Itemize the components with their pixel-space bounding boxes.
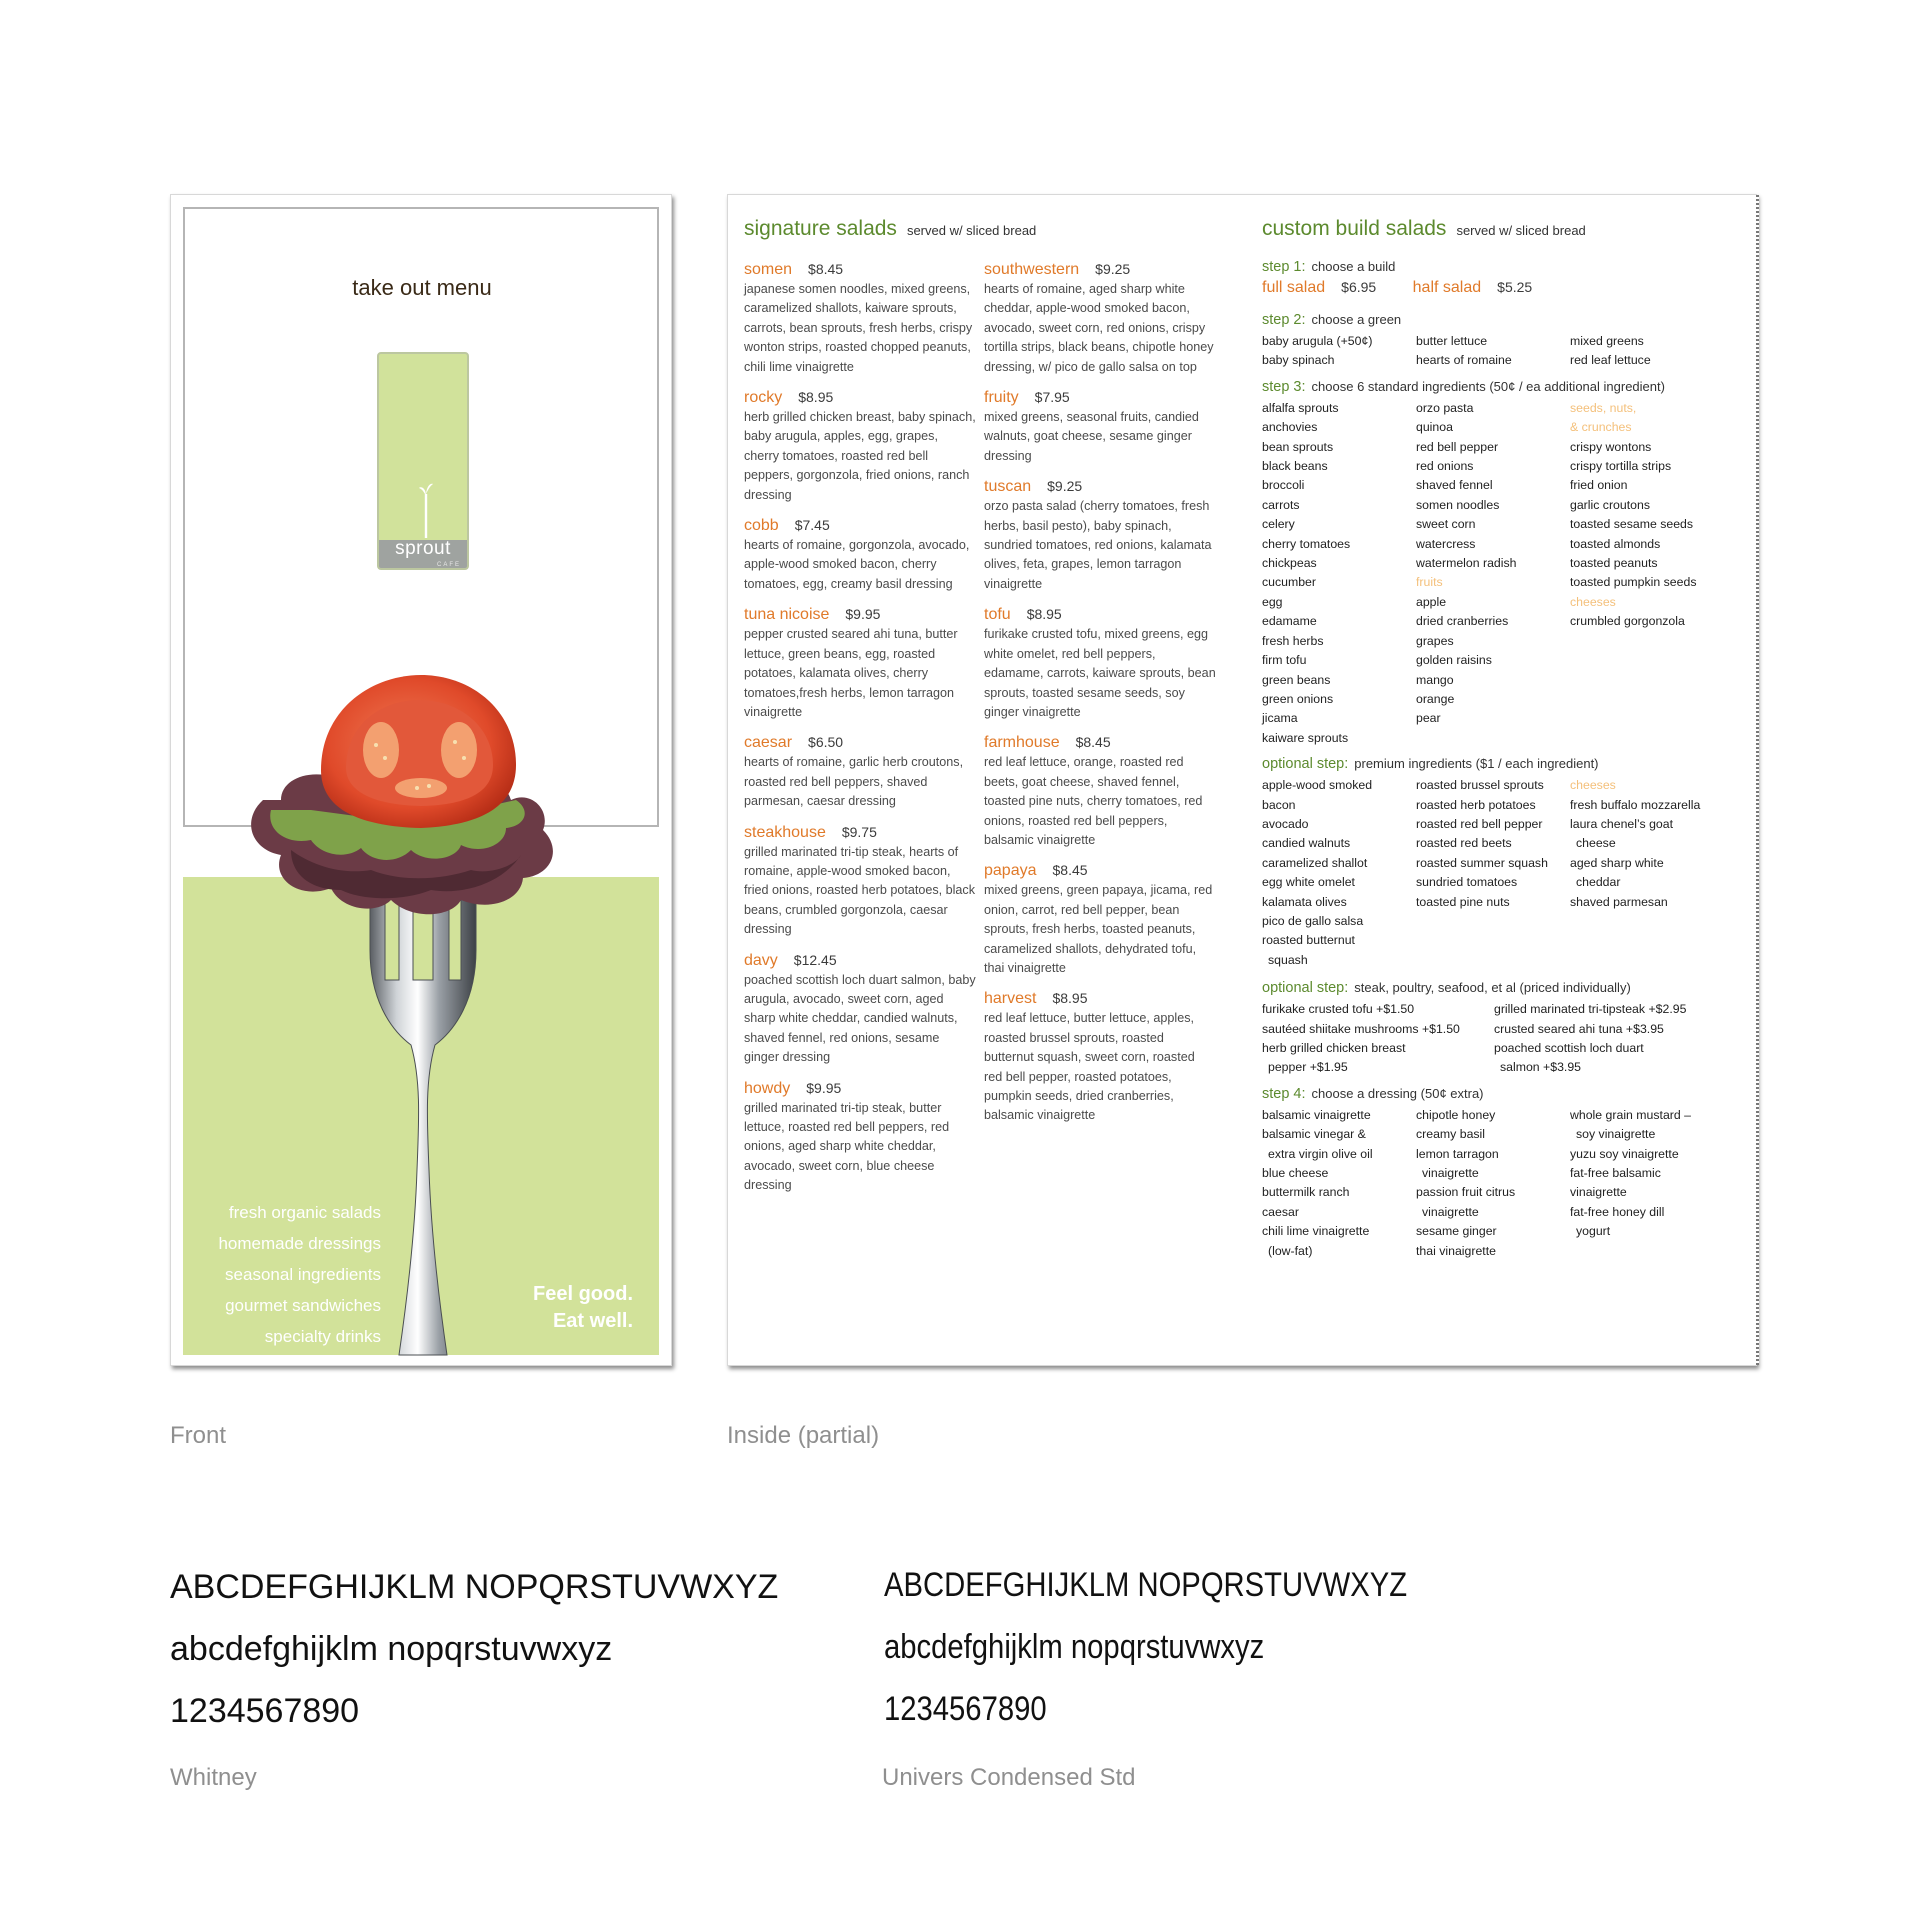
salad-name: steakhouse <box>744 823 826 841</box>
ingredient-option: edamame <box>1262 614 1317 629</box>
salad-price: $8.45 <box>1075 734 1111 751</box>
dressing-option: chili lime vinaigrette <box>1262 1224 1370 1239</box>
dressing-option: balsamic vinaigrette <box>1262 1107 1371 1122</box>
dressing-option: lemon tarragon <box>1416 1146 1499 1161</box>
dressing-option: passion fruit citrus <box>1416 1185 1516 1200</box>
ingredient-option: cherry tomatoes <box>1262 536 1351 551</box>
slogan-line: Feel good. <box>533 1283 633 1305</box>
ingredient-option: crispy wontons <box>1570 439 1652 454</box>
salad-name: caesar <box>744 734 793 752</box>
ingredient-option: anchovies <box>1262 420 1318 435</box>
salad-name: fruity <box>984 389 1019 407</box>
feature-item: fresh organic salads <box>228 1203 381 1222</box>
protein-option: sautéed shiitake mushrooms +$1.50 <box>1262 1021 1460 1036</box>
salad-item-header <box>744 732 976 753</box>
salad-item-header <box>984 259 1216 280</box>
salad-name: harvest <box>984 990 1037 1008</box>
salad-name: tuna nicoise <box>744 606 830 624</box>
category-label-fruits: fruits <box>1416 575 1443 590</box>
salad-name: rocky <box>744 389 783 407</box>
salad-name: farmhouse <box>984 734 1060 752</box>
dressing-option: creamy basil <box>1416 1127 1486 1142</box>
salad-price: $9.95 <box>806 1079 842 1096</box>
ingredient-option: watermelon radish <box>1416 556 1517 571</box>
dressing-option: vinaigrette <box>1422 1204 1479 1219</box>
perforated-edge <box>1756 195 1759 1365</box>
protein-option: grilled marinated tri-tipsteak +$2.95 <box>1494 1002 1687 1017</box>
salad-item <box>744 822 976 940</box>
ingredient-option: carrots <box>1262 497 1300 512</box>
salad-name: southwestern <box>984 261 1080 278</box>
ingredient-option: red bell pepper <box>1416 439 1499 454</box>
protein-list <box>1262 1000 1742 1078</box>
salad-price: $9.95 <box>845 606 881 623</box>
salad-description: red leaf lettuce, butter lettuce, apples, roasted brussel sprouts, roasted butternut squash, sweet corn, roasted red bell pepper, roasted potatoes, pumpkin seeds, dried cranberries, balsamic vinaigrette <box>984 1011 1195 1123</box>
dressing-option: vinaigrette <box>1422 1166 1479 1181</box>
slogan-line: Eat well. <box>552 1310 633 1332</box>
premium-option: roasted herb potatoes <box>1416 797 1536 812</box>
premium-option: fresh buffalo mozzarella <box>1570 797 1701 812</box>
salad-item-header <box>744 259 976 280</box>
ingredient-option: red onions <box>1416 459 1474 474</box>
ingredient-option: crispy tortilla strips <box>1570 459 1672 474</box>
optional-step-protein: optional step: steak, poultry, seafood, et al (priced individually) <box>1262 980 1631 997</box>
premium-option: sundried tomatoes <box>1416 875 1518 890</box>
ingredient-option: mango <box>1416 672 1454 687</box>
premium-option: kalamata olives <box>1262 894 1347 909</box>
salad-item-header <box>984 387 1216 408</box>
premium-option: aged sharp white <box>1570 855 1664 870</box>
salad-name: papaya <box>984 862 1037 880</box>
premium-option: apple-wood smoked <box>1262 778 1373 793</box>
protein-option: crusted seared ahi tuna +$3.95 <box>1494 1021 1664 1036</box>
green-option: hearts of romaine <box>1416 353 1512 368</box>
salad-item-header <box>744 515 976 536</box>
protein-option: salmon +$3.95 <box>1500 1060 1582 1075</box>
custom-build-title: custom build salads served w/ sliced bread <box>1262 217 1586 240</box>
feature-item: gourmet sandwiches <box>225 1296 381 1315</box>
ingredient-option: golden raisins <box>1416 653 1492 668</box>
premium-option: candied walnuts <box>1262 836 1351 851</box>
salad-price: $7.95 <box>1034 389 1070 406</box>
salad-item-header <box>744 604 976 625</box>
ingredient-option: toasted almonds <box>1570 536 1661 551</box>
premium-option: roasted brussel sprouts <box>1416 778 1544 793</box>
ingredient-option: celery <box>1262 517 1295 532</box>
salad-item <box>984 259 1216 377</box>
dressing-option: soy vinaigrette <box>1576 1127 1656 1142</box>
protein-option: pepper +$1.95 <box>1268 1060 1348 1075</box>
salad-item-header <box>744 822 976 843</box>
salad-description: grilled marinated tri-tip steak, hearts of romaine, apple-wood smoked bacon, fried onions, roasted herb potatoes, black beans, crumbled gorgonzola, caesar dressing <box>744 844 976 937</box>
univers-numerals: 1234567890 <box>884 1690 1047 1728</box>
salad-item-header <box>744 950 976 971</box>
menu-front-panel <box>170 194 672 1366</box>
salad-price: $9.25 <box>1095 261 1131 277</box>
whitney-numerals: 1234567890 <box>170 1692 360 1730</box>
salad-item <box>984 387 1216 466</box>
premium-option: pico de gallo salsa <box>1262 913 1364 928</box>
premium-option: cheese <box>1576 836 1616 851</box>
salad-description: orzo pasta salad (cherry tomatoes, fresh herbs, basil pesto), baby spinach, sundried tomatoes, red onions, kalamata olives, feta, grapes, lemon tarragon vinaigrette <box>984 499 1212 591</box>
logo-text: sprout <box>395 538 451 559</box>
salad-name: tuscan <box>984 478 1032 496</box>
green-option: mixed greens <box>1570 334 1644 348</box>
dressing-option: chipotle honey <box>1416 1107 1496 1122</box>
dressings-list <box>1262 1106 1742 1261</box>
salad-name: tofu <box>984 606 1011 624</box>
ingredient-option: black beans <box>1262 459 1328 474</box>
salad-item-header <box>984 988 1216 1009</box>
ingredient-option: pear <box>1416 711 1441 726</box>
dressing-option: extra virgin olive oil <box>1268 1146 1373 1161</box>
build-options: full salad $6.95 half salad $5.25 <box>1262 279 1533 296</box>
feature-item: specialty drinks <box>264 1327 381 1346</box>
salad-name: cobb <box>744 517 779 535</box>
ingredient-option: toasted sesame seeds <box>1570 517 1694 532</box>
salad-item <box>744 515 976 594</box>
premium-option: roasted butternut <box>1262 933 1355 948</box>
premium-option: shaved parmesan <box>1570 894 1668 909</box>
salad-name: howdy <box>744 1079 791 1097</box>
salad-item <box>984 732 1216 850</box>
protein-option: furikake crusted tofu +$1.50 <box>1262 1002 1415 1017</box>
univers-label: Univers Condensed Std <box>882 1764 1136 1791</box>
salad-item <box>984 988 1216 1125</box>
whitney-lowercase: abcdefghijklm nopqrstuvwxyz <box>170 1630 613 1668</box>
front-title: take out menu <box>352 275 492 300</box>
salad-item <box>744 387 976 505</box>
ingredient-option: fresh herbs <box>1262 633 1324 648</box>
ingredient-option: toasted peanuts <box>1570 556 1658 571</box>
salad-price: $7.45 <box>794 517 830 534</box>
dressing-option: buttermilk ranch <box>1262 1185 1350 1200</box>
ingredient-option: bean sprouts <box>1262 439 1334 454</box>
salad-item <box>984 476 1216 594</box>
univers-lowercase: abcdefghijklm nopqrstuvwxyz <box>884 1628 1265 1666</box>
green-option: baby spinach <box>1262 353 1335 368</box>
step-2: step 2: choose a green <box>1262 312 1402 328</box>
premium-option: laura chenel’s goat <box>1570 816 1674 831</box>
optional-step-premium: optional step: premium ingredients ($1 / each ingredient) <box>1262 756 1599 773</box>
feature-item: seasonal ingredients <box>225 1265 381 1284</box>
salad-price: $8.95 <box>1052 990 1088 1007</box>
ingredient-option: chickpeas <box>1262 556 1317 571</box>
salad-price: $9.75 <box>841 823 877 840</box>
dressing-option: blue cheese <box>1262 1166 1329 1181</box>
signature-salads-title: signature salads served w/ sliced bread <box>744 217 1037 240</box>
salad-item-header <box>984 476 1216 497</box>
salad-item-header <box>984 860 1216 881</box>
salad-item-header <box>984 604 1216 625</box>
premium-option: roasted summer squash <box>1416 855 1548 870</box>
premium-option: caramelized shallot <box>1262 855 1368 870</box>
salad-description: red leaf lettuce, orange, roasted red beets, goat cheese, shaved fennel, toasted pine nuts, cherry tomatoes, red onions, roasted red bell peppers, balsamic vinaigrette <box>984 755 1203 847</box>
dressing-option: fat-free honey dill <box>1570 1204 1665 1219</box>
whitney-label: Whitney <box>170 1764 257 1791</box>
step-1: step 1: choose a build <box>1262 259 1396 275</box>
green-option: baby arugula (+50¢) <box>1262 334 1373 348</box>
ingredient-option: toasted pumpkin seeds <box>1570 575 1697 590</box>
features-list <box>218 1197 381 1352</box>
ingredient-option: fried onion <box>1570 478 1628 493</box>
premium-option: avocado <box>1262 816 1309 831</box>
premium-option: roasted red bell pepper <box>1416 816 1543 831</box>
ingredient-option: firm tofu <box>1262 653 1307 668</box>
custom-build-section <box>1262 259 1742 1261</box>
salad-name: davy <box>744 951 778 969</box>
univers-uppercase: ABCDEFGHIJKLM NOPQRSTUVWXYZ <box>884 1566 1408 1604</box>
front-caption: Front <box>170 1422 227 1449</box>
salad-item <box>984 604 1216 722</box>
salad-name: somen <box>744 261 793 278</box>
salad-description: pepper crusted seared ahi tuna, butter lettuce, green beans, egg, roasted potatoes, kalamata olives, cherry tomatoes,fresh herbs, lemon tarragon vinaigrette <box>744 627 958 719</box>
salad-price: $8.45 <box>1052 862 1088 879</box>
salad-item-header <box>984 732 1216 753</box>
sprout-logo <box>377 352 469 570</box>
salad-item <box>744 604 976 722</box>
premium-option: bacon <box>1262 797 1296 812</box>
salad-item-header <box>744 1078 976 1099</box>
whitney-uppercase: ABCDEFGHIJKLM NOPQRSTUVWXYZ <box>170 1568 779 1606</box>
category-label-seeds: & crunches <box>1570 420 1632 435</box>
premium-option: cheddar <box>1576 875 1621 890</box>
dressing-option: (low-fat) <box>1268 1243 1313 1258</box>
logo-subtext: CAFE <box>436 562 461 568</box>
category-label-cheeses: cheeses <box>1570 594 1616 609</box>
premium-list <box>1262 776 1742 970</box>
salad-price: $8.45 <box>808 261 844 277</box>
ingredients-list <box>1262 399 1742 748</box>
ingredient-option: alfalfa sprouts <box>1262 400 1339 415</box>
salad-description: furikake crusted tofu, mixed greens, egg white omelet, red bell peppers, edamame, carrots, kaiware sprouts, bean sprouts, toasted sesame seeds, soy ginger vinaigrette <box>984 627 1216 719</box>
salad-description: mixed greens, green papaya, jicama, red onion, carrot, red bell pepper, bean sprouts, fresh herbs, toasted peanuts, caramelized shallots, dehydrated tofu, thai vinaigrette <box>984 883 1213 975</box>
green-option: butter lettuce <box>1416 334 1488 348</box>
inside-caption: Inside (partial) <box>727 1422 880 1449</box>
ingredient-option: green onions <box>1262 691 1334 706</box>
ingredient-option: somen noodles <box>1416 497 1500 512</box>
dressing-option: vinaigrette <box>1570 1185 1627 1200</box>
protein-option: herb grilled chicken breast <box>1262 1041 1406 1055</box>
green-option: red leaf lettuce <box>1570 353 1651 368</box>
ingredient-option: jicama <box>1262 711 1298 726</box>
salad-price: $6.50 <box>808 734 844 751</box>
ingredient-option: kaiware sprouts <box>1262 730 1349 745</box>
category-label-cheeses: cheeses <box>1570 778 1616 793</box>
salad-description: japanese somen noodles, mixed greens, caramelized shallots, kaiware sprouts, carrots, bean sprouts, fresh herbs, crispy wonton strips, roasted chopped peanuts, chili lime vinaigrette <box>744 282 973 374</box>
ingredient-option: shaved fennel <box>1416 478 1493 493</box>
premium-option: toasted pine nuts <box>1416 894 1510 909</box>
dressing-option: whole grain mustard – <box>1570 1107 1691 1122</box>
salad-description: mixed greens, seasonal fruits, candied walnuts, goat cheese, sesame ginger dressing <box>984 410 1199 463</box>
menu-inside-panel <box>727 194 1757 1366</box>
feature-item: homemade dressings <box>218 1234 381 1253</box>
premium-option: roasted red beets <box>1416 836 1512 851</box>
dressing-option: yogurt <box>1576 1224 1611 1239</box>
ingredient-option: crumbled gorgonzola <box>1570 614 1685 629</box>
salad-item <box>744 1078 976 1196</box>
served-note: served w/ sliced bread <box>1456 223 1586 238</box>
salad-item-header <box>744 387 976 408</box>
ingredient-option: grapes <box>1416 633 1454 648</box>
dressing-option: yuzu soy vinaigrette <box>1570 1146 1679 1161</box>
ingredient-option: garlic croutons <box>1570 497 1650 512</box>
salad-price: $8.95 <box>798 389 834 406</box>
ingredient-option: orzo pasta <box>1416 400 1474 415</box>
sprout-icon <box>419 482 433 538</box>
ingredient-option: green beans <box>1262 672 1331 687</box>
ingredient-option: dried cranberries <box>1416 614 1509 629</box>
salad-item <box>744 259 976 377</box>
salad-price: $9.25 <box>1047 478 1083 495</box>
salad-item <box>744 950 976 1068</box>
dressing-option: balsamic vinegar & <box>1262 1127 1366 1142</box>
ingredient-option: sweet corn <box>1416 517 1476 532</box>
served-note: served w/ sliced bread <box>906 223 1037 238</box>
ingredient-option: quinoa <box>1416 420 1453 435</box>
signature-column-1 <box>744 259 976 1206</box>
greens-list <box>1262 332 1742 371</box>
salad-description: hearts of romaine, garlic herb croutons, roasted red bell peppers, shaved parmesan, caesar dressing <box>744 755 964 809</box>
step-4: step 4: choose a dressing (50¢ extra) <box>1262 1085 1484 1102</box>
salad-item <box>744 732 976 811</box>
ingredient-option: egg <box>1262 594 1283 609</box>
step-3: step 3: choose 6 standard ingredients (50¢ / ea additional ingredient) <box>1262 378 1665 395</box>
salad-item <box>984 860 1216 978</box>
ingredient-option: watercress <box>1416 536 1476 551</box>
salad-description: poached scottish loch duart salmon, baby arugula, avocado, sweet corn, aged sharp white cheddar, candied walnuts, shaved fennel, red onions, sesame ginger dressing <box>744 972 976 1065</box>
salad-description: grilled marinated tri-tip steak, butter lettuce, roasted red bell peppers, red onions, aged sharp white cheddar, avocado, sweet corn, blue cheese dressing <box>744 1100 950 1193</box>
premium-option: egg white omelet <box>1262 875 1355 890</box>
dressing-option: fat-free balsamic <box>1570 1166 1661 1181</box>
ingredient-option: orange <box>1416 691 1455 706</box>
ingredient-option: broccoli <box>1262 478 1305 493</box>
protein-option: poached scottish loch duart <box>1494 1041 1644 1055</box>
ingredient-option: cucumber <box>1262 575 1316 590</box>
category-label-seeds: seeds, nuts, <box>1570 400 1637 415</box>
dressing-option: caesar <box>1262 1204 1299 1219</box>
signature-column-2 <box>984 259 1216 1136</box>
premium-option: squash <box>1268 952 1308 967</box>
salad-description: herb grilled chicken breast, baby spinach, baby arugula, apples, egg, grapes, cherry tomatoes, roasted red bell peppers, gorgonzola, fried onions, ranch dressing <box>744 410 976 502</box>
dressing-option: thai vinaigrette <box>1416 1243 1496 1258</box>
ingredient-option: apple <box>1416 594 1447 609</box>
salad-description: hearts of romaine, gorgonzola, avocado, apple-wood smoked bacon, cherry tomatoes, egg, creamy basil dressing <box>744 538 970 591</box>
slogan <box>533 1281 633 1335</box>
salad-price: $8.95 <box>1026 606 1062 623</box>
dressing-option: sesame ginger <box>1416 1224 1497 1239</box>
salad-description: hearts of romaine, aged sharp white cheddar, apple-wood smoked bacon, avocado, sweet corn, red onions, crispy tortilla strips, black beans, chipotle honey dressing, w/ pico de gallo salsa on top <box>984 282 1214 374</box>
salad-price: $12.45 <box>793 951 837 968</box>
